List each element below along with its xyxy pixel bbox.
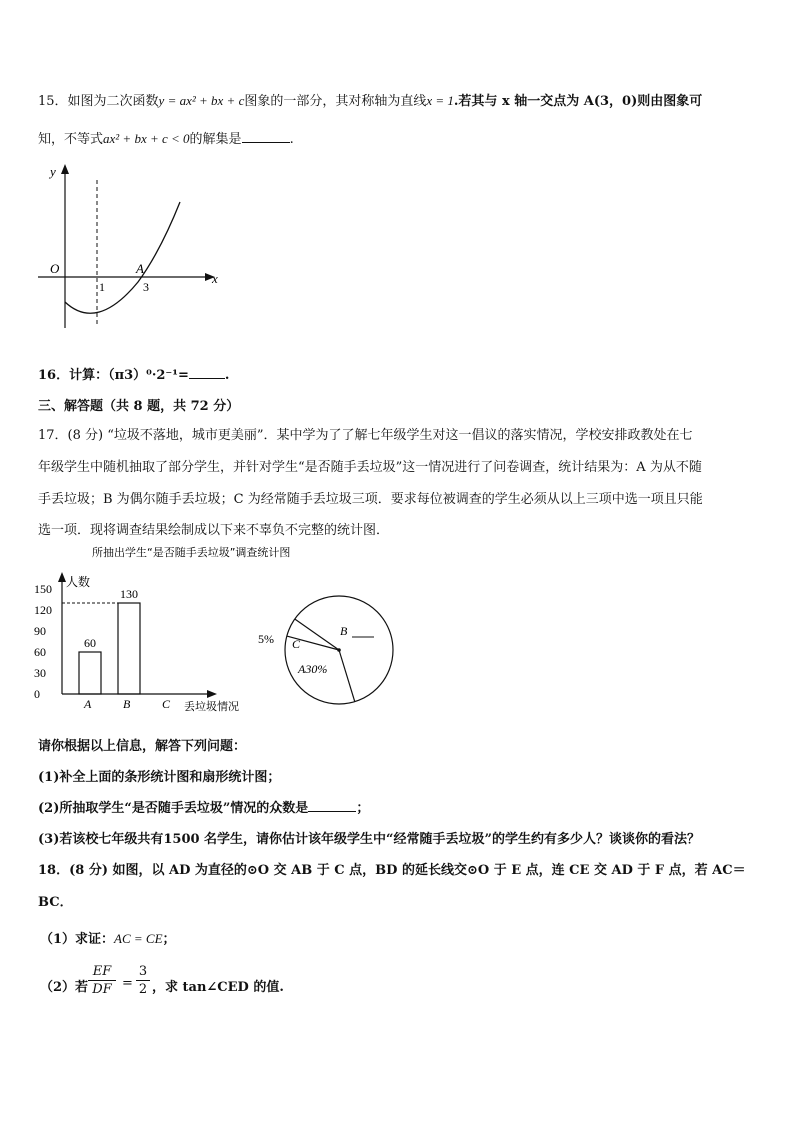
- q15-prefix: 15．如图为二次函数: [38, 94, 159, 109]
- x-axis-label: 丢垃圾情况: [184, 700, 239, 713]
- q16: 16．计算：（π3）⁰·2⁻¹= .: [38, 368, 230, 383]
- q15-line2-b: 的解集是: [189, 132, 242, 147]
- bar: [79, 652, 101, 694]
- q17-intro: 请你根据以上信息，解答下列问题：: [38, 739, 247, 754]
- q17-part3: (3)若该校七年级共有1500 名学生，请你估计该年级学生中“经常随手丢垃圾”的学生约有多少人？谈谈你的看法？: [38, 832, 701, 847]
- pie-label-c: C: [292, 637, 301, 651]
- fraction-3-2: 3 2: [136, 964, 150, 999]
- fraction-ef-df: EF DF: [88, 964, 116, 999]
- pie-label-b: B: [340, 624, 348, 638]
- q15-line2: 知，不等式ax² + bx + c < 0的解集是 .: [38, 131, 294, 147]
- label-x: x: [212, 271, 218, 286]
- chart-title: 所抽出学生“是否随手丢垃圾”调查统计图: [92, 546, 291, 559]
- q17-part1: (1)补全上面的条形统计图和扇形统计图；: [38, 770, 281, 785]
- parabola-curve: [65, 202, 180, 313]
- y-tick-label: 30: [34, 666, 46, 680]
- bar-chart: [32, 542, 291, 717]
- label-3: 3: [143, 280, 149, 294]
- q18-line2: BC．: [38, 895, 73, 910]
- q18-part1: （1）求证：AC = CE；: [40, 931, 176, 947]
- q16-answer-blank: [189, 366, 225, 379]
- y-tick-label: 60: [34, 645, 46, 659]
- y-axis-label: 人数: [66, 575, 91, 589]
- y-tick-label: 90: [34, 624, 46, 638]
- pie-label-a: A30%: [298, 662, 328, 676]
- q15-mid: 图象的一部分，其对称轴为直线: [244, 94, 427, 109]
- y-tick-label: 0: [34, 687, 40, 701]
- label-1: 1: [99, 280, 105, 294]
- q15-function: y = ax² + bx + c: [158, 93, 245, 108]
- q17-part2: (2)所抽取学生“是否随手丢垃圾”情况的众数是 ；: [38, 801, 370, 816]
- pie-slice-boundary: [339, 650, 355, 702]
- bar-data-label: 60: [84, 636, 96, 650]
- q18-line1: 18．(8 分) 如图，以 AD 为直径的⊙O 交 AB 于 C 点，BD 的延长线交⊙O 于 E 点，连 CE 交 AD 于 F 点，若 AC＝: [38, 863, 746, 878]
- q18-arc-expression: AC = CE: [114, 931, 163, 946]
- y-axis-arrow: [61, 164, 69, 174]
- q17-line3: 手丢垃圾；B 为偶尔随手丢垃圾；C 为经常随手丢垃圾三项．要求每位被调查的学生必须从以上三项中选一项且只能: [38, 492, 703, 507]
- pie-slice-boundary: [295, 619, 339, 650]
- q15-tail: .若其与 x 轴一交点为 A(3，0)则由图象可: [453, 94, 703, 109]
- q15-answer-blank: [242, 130, 290, 143]
- label-y: y: [50, 164, 56, 179]
- q17-answer-blank: [308, 799, 356, 812]
- q15-line2-a: 知，不等式: [38, 132, 104, 147]
- x-tick-label: C: [162, 697, 171, 711]
- pie-label-c-percent: 5%: [258, 632, 274, 646]
- x-tick-label: B: [123, 697, 131, 711]
- q15-axis: x = 1: [426, 93, 454, 108]
- section-3-title: 三、解答题（共 8 题，共 72 分）: [38, 399, 240, 414]
- q15-inequality: ax² + bx + c < 0: [103, 131, 190, 146]
- pie-center: [337, 648, 341, 652]
- label-a: A: [136, 261, 144, 276]
- x-tick-label: A: [84, 697, 92, 711]
- y-tick-label: 150: [34, 582, 52, 596]
- bar: [118, 603, 140, 694]
- parabola-graph: [30, 160, 230, 335]
- y-tick-label: 120: [34, 603, 52, 617]
- pie-chart: [250, 585, 400, 710]
- label-origin: O: [50, 261, 60, 276]
- bar-y-arrow: [58, 572, 66, 582]
- q17-line2: 年级学生中随机抽取了部分学生，并针对学生“是否随手丢垃圾”这一情况进行了问卷调查，统计结果为：A 为从不随: [38, 460, 702, 475]
- bar-x-arrow: [207, 690, 217, 698]
- q17-line4: 选一项．现将调查结果绘制成以下来不辜负不完整的统计图．: [38, 523, 390, 538]
- q15-line1: [38, 90, 702, 109]
- q17-line1: 17．(8 分) “垃圾不落地，城市更美丽”．某中学为了了解七年级学生对这一倡议的落实情况，学校安排政教处在七: [38, 428, 693, 443]
- bar-data-label: 130: [120, 587, 138, 601]
